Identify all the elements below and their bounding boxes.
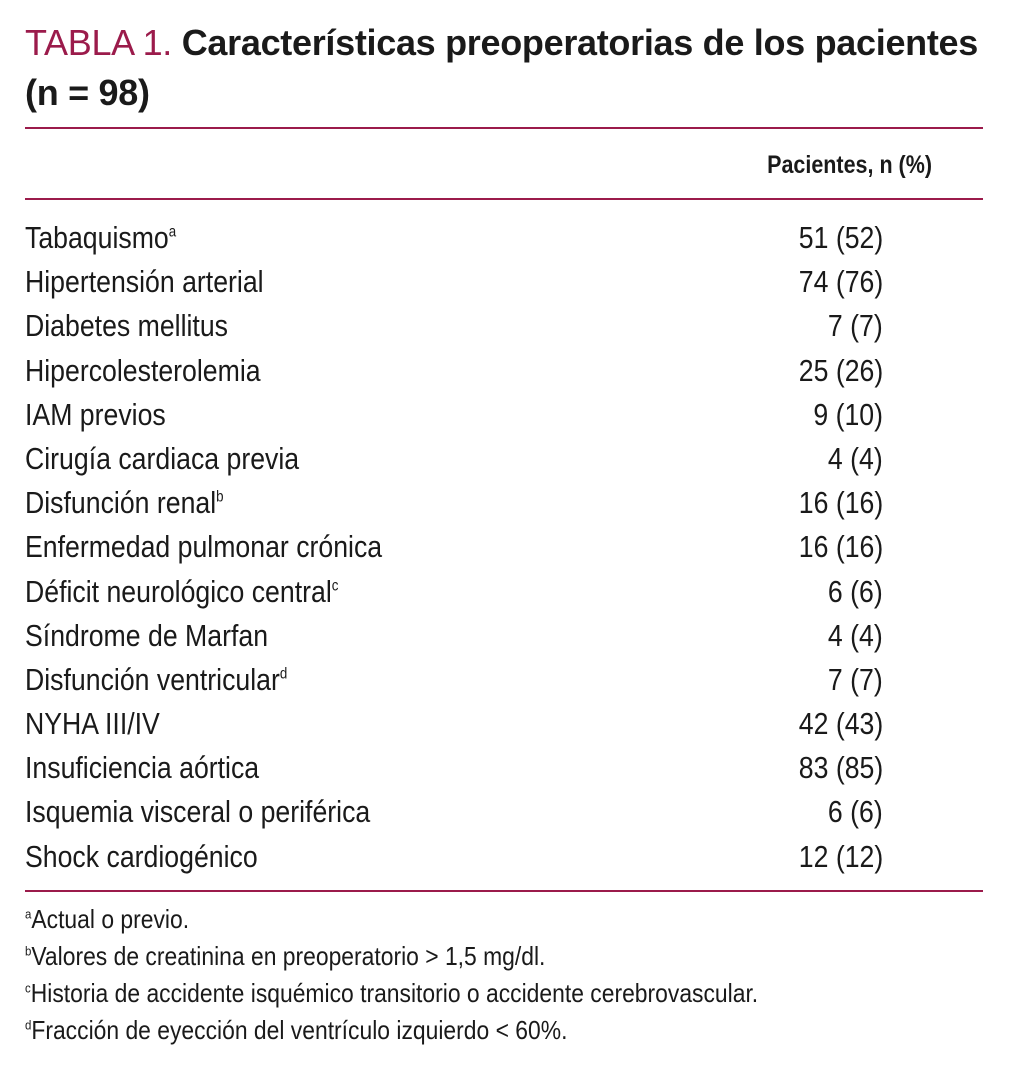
footnote — [25, 939, 545, 973]
table-row — [25, 792, 983, 836]
row-label — [25, 704, 160, 744]
table-row — [25, 483, 983, 527]
table-row — [25, 704, 983, 748]
row-label-text: Hipercolesterolemia — [25, 352, 261, 388]
table-row — [25, 262, 983, 306]
row-value: 16 (16) — [798, 485, 883, 521]
footnote-text: Historia de accidente isquémico transitorio o accidente cerebrovascular. — [30, 978, 759, 1008]
row-value: 74 (76) — [798, 264, 883, 300]
row-label — [25, 660, 287, 700]
footnote-mark: b — [25, 943, 32, 959]
footnote-marker: a — [168, 223, 177, 241]
table-row — [25, 616, 983, 660]
row-label — [25, 395, 166, 435]
table-row — [25, 660, 983, 704]
row-label — [25, 483, 224, 523]
row-label-text: Enfermedad pulmonar crónica — [25, 529, 383, 565]
row-value: 6 (6) — [828, 573, 883, 609]
footnote-mark: a — [25, 906, 32, 922]
row-label — [25, 616, 268, 656]
row-label — [25, 262, 264, 302]
row-label-text: Insuficiencia aórtica — [25, 750, 260, 786]
row-label — [25, 527, 382, 567]
table-body — [25, 218, 983, 881]
row-label-text: IAM previos — [25, 396, 166, 432]
row-label — [25, 439, 299, 479]
footnote-marker: b — [216, 488, 224, 506]
row-label — [25, 572, 338, 612]
footnote — [25, 902, 189, 936]
footnote-mark: d — [25, 1017, 32, 1033]
row-label-text: Isquemia visceral o periférica — [25, 794, 371, 830]
table-title — [25, 18, 985, 118]
row-value: 9 (10) — [813, 396, 883, 432]
table-row — [25, 351, 983, 395]
table-caption: Características preoperatorias de los pacientes (n = 98) — [25, 22, 978, 113]
footnote-marker: d — [279, 665, 288, 683]
row-label — [25, 837, 258, 877]
bottom-rule — [25, 890, 983, 892]
row-label — [25, 218, 176, 258]
table-row — [25, 218, 983, 262]
footnote-marker: c — [331, 577, 339, 595]
row-label — [25, 792, 370, 832]
row-label-text: Hipertensión arterial — [25, 264, 264, 300]
table-row — [25, 439, 983, 483]
row-label — [25, 748, 259, 788]
table-row — [25, 306, 983, 350]
footnote — [25, 976, 758, 1010]
row-label — [25, 351, 261, 391]
row-value: 83 (85) — [798, 750, 883, 786]
table-row — [25, 572, 983, 616]
row-value: 7 (7) — [828, 661, 883, 697]
table-row — [25, 837, 983, 881]
table-row — [25, 527, 983, 571]
row-value: 12 (12) — [798, 838, 883, 874]
footnote-text: Actual o previo. — [31, 904, 190, 934]
table-row — [25, 395, 983, 439]
row-label — [25, 306, 228, 346]
row-label-text: Déficit neurológico central — [25, 573, 332, 609]
row-value: 16 (16) — [798, 529, 883, 565]
table-row — [25, 748, 983, 792]
row-value: 7 (7) — [828, 308, 883, 344]
row-label-text: NYHA III/IV — [25, 706, 160, 742]
row-label-text: Disfunción renal — [25, 485, 217, 521]
row-label-text: Diabetes mellitus — [25, 308, 229, 344]
row-value: 6 (6) — [828, 794, 883, 830]
footnote-text: Fracción de eyección del ventrículo izquierdo < 60%. — [31, 1015, 568, 1045]
table-number: TABLA 1. — [25, 22, 173, 63]
row-label-text: Shock cardiogénico — [25, 838, 258, 874]
row-label-text: Disfunción ventricular — [25, 661, 280, 697]
row-value: 25 (26) — [798, 352, 883, 388]
row-value: 4 (4) — [828, 617, 883, 653]
row-value: 42 (43) — [798, 706, 883, 742]
row-label-text: Síndrome de Marfan — [25, 617, 269, 653]
row-label-text: Cirugía cardiaca previa — [25, 440, 300, 476]
top-rule — [25, 127, 983, 129]
row-label-text: Tabaquismo — [25, 220, 169, 255]
row-value: 4 (4) — [828, 440, 883, 476]
header-rule — [25, 198, 983, 200]
footnote — [25, 1013, 567, 1047]
column-header: Pacientes, n (%) — [767, 151, 932, 179]
row-value: 51 (52) — [798, 220, 883, 255]
footnote-mark: c — [25, 980, 31, 996]
footnote-text: Valores de creatinina en preoperatorio > 1,5 mg/dl. — [31, 941, 546, 971]
